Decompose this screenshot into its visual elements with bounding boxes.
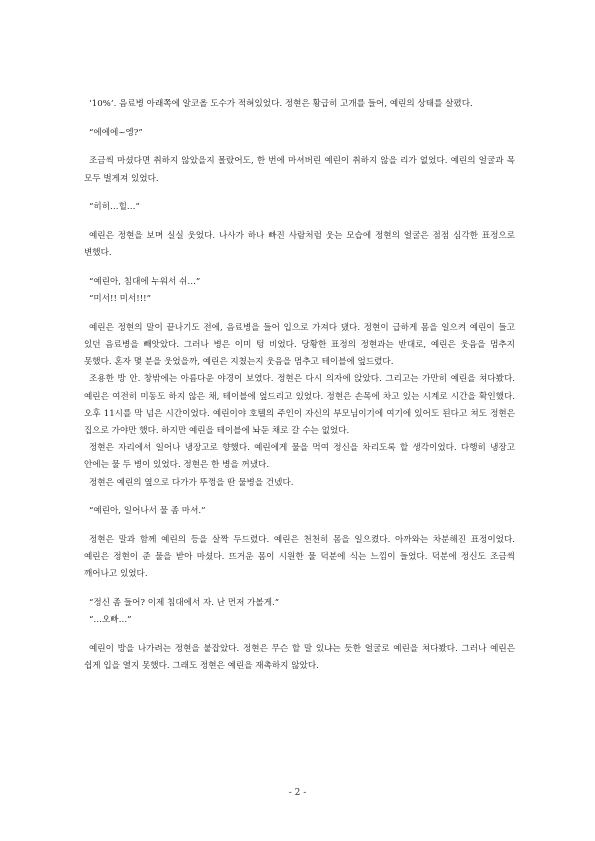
paragraph: 정현은 예린의 옆으로 다가가 뚜껑을 딴 물병을 건넸다. <box>89 477 294 488</box>
dialogue-line: “히히…힐…” <box>89 202 140 213</box>
paragraph: ‘10%’. 음료병 아래쪽에 알코올 도수가 적혀있었다. 정현은 황급히 고개를 들어, 예린의 상태를 살폈다. <box>89 99 473 109</box>
dialogue-line: “미서!! 미서!!!” <box>89 294 151 305</box>
paragraph: 예린이 방을 나가려는 정현을 붙잡았다. 정현은 무슨 할 말 있냐는 듯한 얼굴로 예린을 쳐다봤다. 그러나 예린은 쉽게 입을 열지 못했다. 그래도 정현은 예린을 재촉하지 않았다. <box>84 644 515 672</box>
paragraph: 예린은 정현을 보며 실실 웃었다. 나사가 하나 빠진 사람처럼 웃는 모습에 정현의 얼굴은 점점 심각한 표정으로 변했다. <box>84 231 515 259</box>
paragraph: 조용한 방 안. 창밖에는 아름다운 야경이 보였다. 정현은 다시 의자에 앉았다. 그리고는 가만히 예린을 쳐다봤다. 예린은 여전히 미동도 하지 않은 채, 테이블에 엎드리고 있었다. 정현은 손목에 차고 있는 시계로 시간을 확인했다. 오후 11시를 막 넘은 시간이었다. 예린이야 호텔의 주인이 자신의 부모님이기에 여기에 있어도 된다고 쳐도 정현은 집으로 가야만 했다. 하지만 예린을 테이블에 놔둔 채로 갈 수는 없었다. <box>84 374 515 437</box>
dialogue-line: “정신 좀 들어? 이제 침대에서 자. 난 먼저 가볼게.” <box>89 598 280 609</box>
dialogue-line: “예린아, 침대에 누워서 쉬…” <box>89 276 201 287</box>
paragraph: 정현은 말과 함께 예린의 등을 살짝 두드렸다. 예린은 천천히 몸을 일으켰다. 아까와는 차분해진 표정이었다. 예린은 정현이 준 물을 받아 마셨다. 뜨거운 몸이 시원한 물 덕분에 식는 느낌이 들었다. 덕분에 정신도 조금씩 깨어나고 있었다. <box>84 535 515 580</box>
body-text <box>84 96 515 675</box>
paragraph: 조금씩 마셨다면 취하지 않았을지 몰랐어도, 한 번에 마셔버린 예린이 취하지 않을 리가 없었다. 예린의 얼굴과 목 모두 벌게져 있었다. <box>84 156 515 184</box>
paragraph: 예린은 정현의 말이 끝나기도 전에, 음료병을 들어 입으로 가져다 댔다. 정현이 급하게 몸을 일으켜 예린이 들고 있던 음료병을 빼앗았다. 그러나 병은 이미 텅 비었다. 당황한 표정의 정현과는 반대로, 예린은 웃음을 멈추지 못했다. 혼자 몇 분을 웃었을까, 예린은 지쳤는지 웃음을 멈추고 테이블에 엎드렸다. <box>84 322 515 368</box>
page-number: - 2 - <box>288 788 307 798</box>
dialogue-line: “에에에~엥?” <box>89 127 143 138</box>
dialogue-line: “예린아, 일어나서 물 좀 마셔.” <box>89 506 206 517</box>
dialogue-line: “…오빠…” <box>89 615 132 626</box>
paragraph: 정현은 자리에서 일어나 냉장고로 향했다. 예린에게 물을 먹여 정신을 차리도록 할 생각이었다. 다행히 냉장고 안에는 물 두 병이 있었다. 정현은 한 병을 꺼냈다. <box>84 443 515 471</box>
